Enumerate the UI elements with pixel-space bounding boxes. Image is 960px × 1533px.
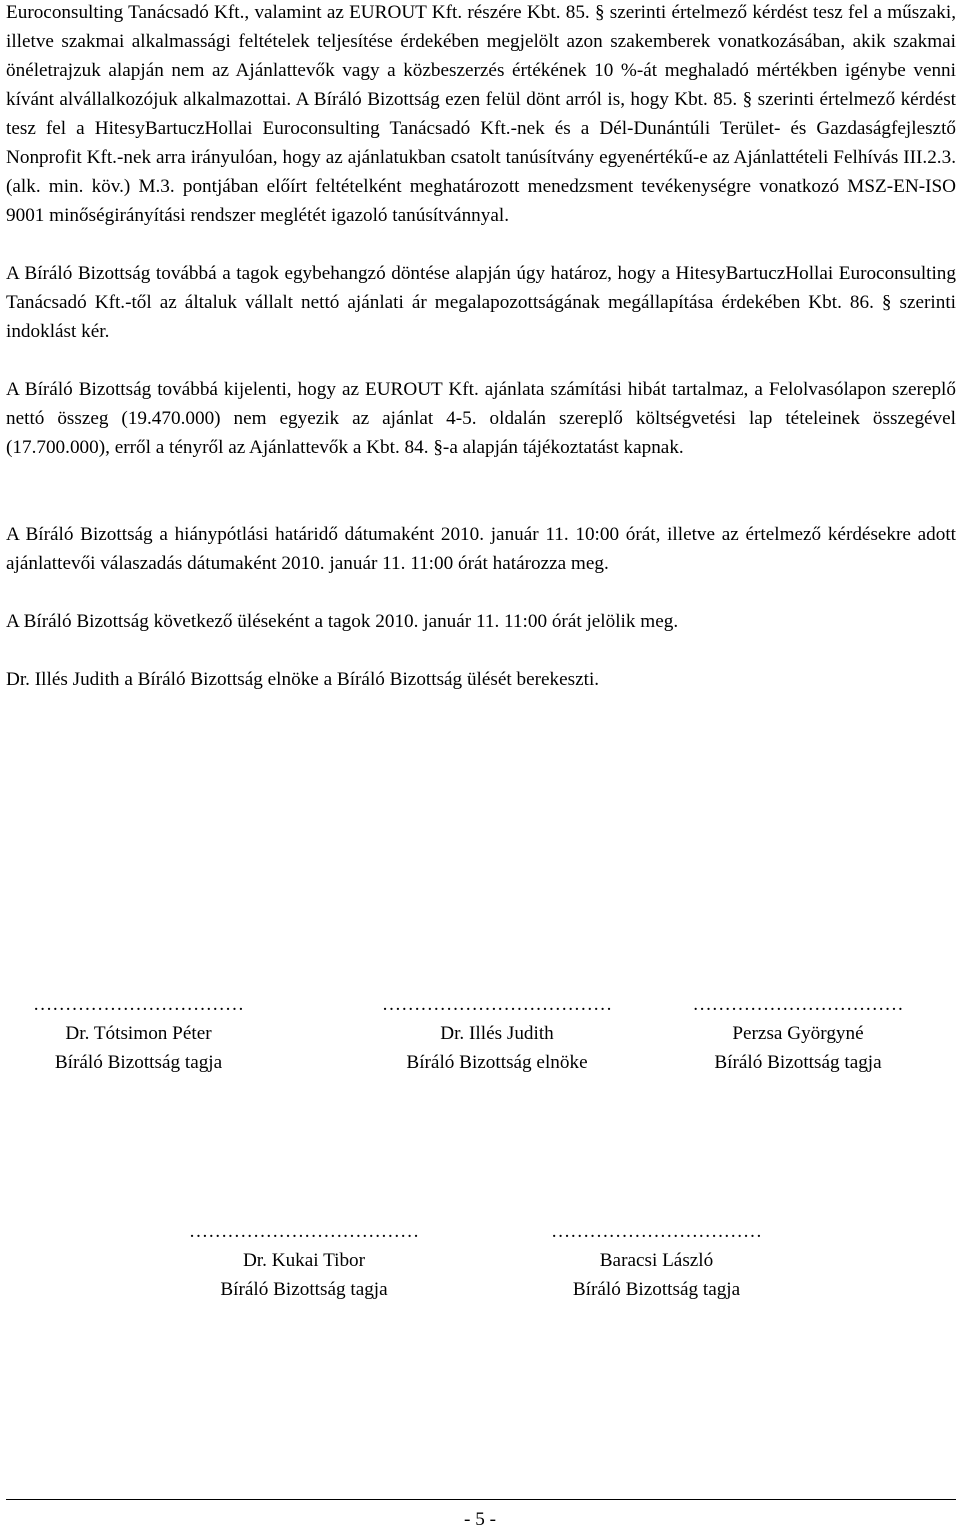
page-number: - 5 - bbox=[464, 1509, 496, 1530]
signature-block bbox=[358, 990, 636, 1077]
signature-block bbox=[10, 990, 267, 1077]
document-page bbox=[6, 0, 956, 694]
footer-divider bbox=[6, 1499, 956, 1500]
paragraph-next-meeting: A Bíráló Bizottság következő üléseként a tagok 2010. január 11. 11:00 órát jelölik meg. bbox=[6, 611, 679, 632]
signatory-role: Bíráló Bizottság tagja bbox=[572, 1279, 741, 1300]
paragraph-calculation-error: A Bíráló Bizottság továbbá kijelenti, hogy az EUROUT Kft. ajánlata számítási hibát tartalmaz, a Felolvasólapon szereplő nettó összeg (19.470.000) nem egyezik az ajánlat 4-5. oldalán szereplő költségvetési lap tételeinek összegével (17.700.000), erről a tényről az Ajánlattevők a Kbt. 84. §-a alapján tájékoztatást kapnak. bbox=[6, 379, 956, 458]
signatory-name: Dr. Kukai Tibor bbox=[242, 1250, 366, 1271]
signatory-name: Baracsi László bbox=[599, 1250, 714, 1271]
signature-line: …………………………… bbox=[550, 1221, 763, 1242]
paragraph-price-justification: A Bíráló Bizottság továbbá a tagok egybehangzó döntése alapján úgy határoz, hogy a HitesyBartuczHollai Euroconsulting Tanácsadó Kft.-től az általuk vállalt nettó ajánlati ár megalapozottságának megállapítása érdekében Kbt. 86. § szerinti indoklást kér. bbox=[6, 263, 956, 342]
paragraph-deadlines: A Bíráló Bizottság a hiánypótlási határidő dátumaként 2010. január 11. 10:00 órát, illetve az értelmező kérdésekre adott ajánlattevői válaszadás dátumaként 2010. január 11. 11:00 órát határozza meg. bbox=[6, 524, 956, 574]
paragraph-meeting-close: Dr. Illés Judith a Bíráló Bizottság elnöke a Bíráló Bizottság ülését berekeszti. bbox=[6, 669, 600, 690]
signatory-role: Bíráló Bizottság tagja bbox=[714, 1052, 882, 1073]
signature-line: …………………………… bbox=[692, 994, 904, 1015]
signature-block bbox=[672, 990, 924, 1077]
signature-block bbox=[530, 1217, 783, 1304]
signatory-role: Bíráló Bizottság tagja bbox=[220, 1279, 388, 1300]
signatory-name: Dr. Tótsimon Péter bbox=[65, 1023, 212, 1044]
signature-block bbox=[165, 1217, 443, 1304]
signatory-role: Bíráló Bizottság tagja bbox=[54, 1052, 223, 1073]
signature-line: ……………………………… bbox=[381, 994, 613, 1015]
signatory-name: Perzsa Györgyné bbox=[732, 1023, 864, 1044]
signature-line: ……………………………… bbox=[188, 1221, 420, 1242]
signature-line: …………………………… bbox=[32, 994, 245, 1015]
paragraph-evaluation-decision: Euroconsulting Tanácsadó Kft., valamint az EUROUT Kft. részére Kbt. 85. § szerinti értelmező kérdést tesz fel a műszaki, illetve szakmai alkalmassági feltételek teljesítése érdekében megjelölt azon szakemberek vonatkozásában, akik szakmai önéletrajzuk alapján nem az Ajánlattevők vagy a közbeszerzés értékének 10 %-át meghaladó mértékben igénybe venni kívánt alvállalkozójuk alkalmazottai. A Bíráló Bizottság ezen felül dönt arról is, hogy Kbt. 85. § szerinti értelmező kérdést tesz fel a HitesyBartuczHollai Euroconsulting Tanácsadó Kft.-nek és a Dél-Dunántúli Terület- és Gazdaságfejlesztő Nonprofit Kft.-nek arra irányulóan, hogy az ajánlatukban csatolt tanúsítvány egyenértékű-e az Ajánlattételi Felhívás III.2.3. (alk. min. köv.) M.3. pontjában előírt feltételként meghatározott menedzsment tevékenységre vonatkozó MSZ-EN-ISO 9001 minőségirányítási rendszer meglétét igazoló tanúsítvánnyal. bbox=[6, 2, 956, 226]
signatory-name: Dr. Illés Judith bbox=[440, 1023, 554, 1044]
signatory-role: Bíráló Bizottság elnöke bbox=[406, 1052, 588, 1073]
